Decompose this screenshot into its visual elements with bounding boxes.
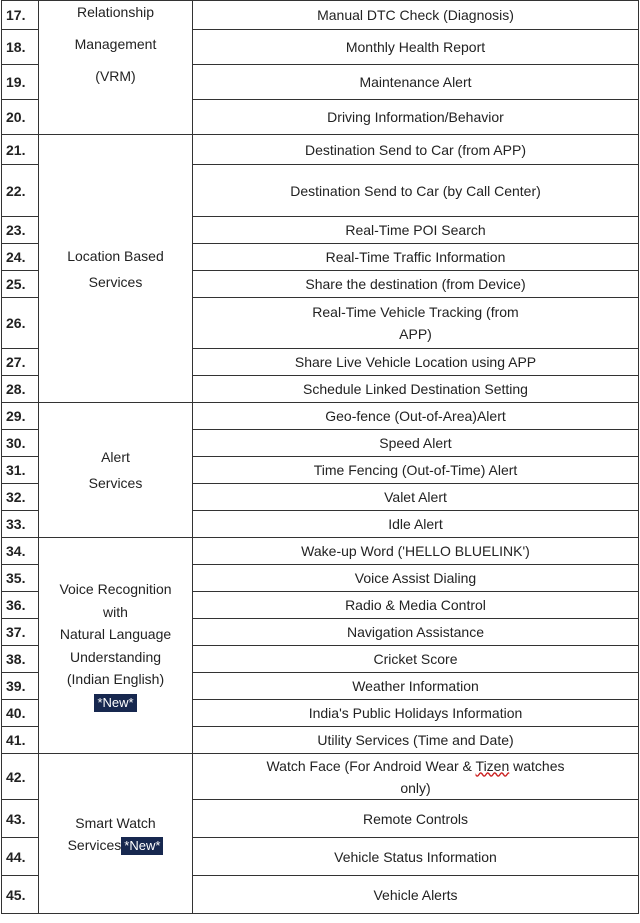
service-name: Speed Alert: [193, 430, 639, 457]
new-badge-wrap: [43, 691, 188, 714]
row-number: 41.: [2, 727, 39, 754]
service-name: Real-Time Vehicle Tracking (from APP): [193, 298, 639, 349]
service-name: [193, 754, 639, 800]
service-name: Vehicle Status Information: [193, 838, 639, 876]
row-number: 28.: [2, 376, 39, 403]
service-name: Vehicle Alerts: [193, 876, 639, 914]
service-name: Voice Assist Dialing: [193, 565, 639, 592]
service-name: Share Live Vehicle Location using APP: [193, 349, 639, 376]
category-label: (Indian English): [66, 671, 165, 687]
service-name: Real-Time Traffic Information: [193, 244, 639, 271]
row-number: 40.: [2, 700, 39, 727]
service-name: Driving Information/Behavior: [193, 100, 639, 135]
new-badge: *New*: [121, 837, 163, 855]
service-name: Valet Alert: [193, 484, 639, 511]
services-table: [1, 0, 639, 914]
row-number: 35.: [2, 565, 39, 592]
category-label: Management: [74, 36, 157, 52]
category-label: Services: [88, 273, 143, 290]
row-number: 43.: [2, 800, 39, 838]
row-number: 20.: [2, 100, 39, 135]
category-location-based: [39, 135, 193, 403]
table-row: [2, 754, 639, 800]
service-name: Destination Send to Car (from APP): [193, 135, 639, 165]
service-name: Time Fencing (Out-of-Time) Alert: [193, 457, 639, 484]
service-name: Geo-fence (Out-of-Area)Alert: [193, 403, 639, 430]
row-number: 19.: [2, 65, 39, 100]
service-text-misspelled: Tizen: [475, 757, 510, 774]
category-label: Alert: [101, 449, 130, 465]
row-number: 36.: [2, 592, 39, 619]
category-label: Location Based: [67, 247, 164, 264]
category-label: with: [103, 603, 128, 620]
row-number: 30.: [2, 430, 39, 457]
service-name: Maintenance Alert: [193, 65, 639, 100]
row-number: 42.: [2, 754, 39, 800]
service-name: Radio & Media Control: [193, 592, 639, 619]
row-number: 34.: [2, 538, 39, 565]
service-name: Wake-up Word ('HELLO BLUELINK'): [193, 538, 639, 565]
row-number: 17.: [2, 1, 39, 30]
category-alert: [39, 403, 193, 538]
row-number: 33.: [2, 511, 39, 538]
row-number: 32.: [2, 484, 39, 511]
table-row: [2, 403, 639, 430]
table-row: [2, 1, 639, 30]
service-text: watches only): [400, 757, 565, 796]
service-name: Navigation Assistance: [193, 619, 639, 646]
row-number: 44.: [2, 838, 39, 876]
table-row: [2, 135, 639, 165]
service-name: India's Public Holidays Information: [193, 700, 639, 727]
category-smart-watch: [39, 754, 193, 914]
category-label: Relationship: [76, 4, 155, 20]
service-text: Watch Face (For Android Wear &: [266, 757, 476, 774]
service-name: Manual DTC Check (Diagnosis): [193, 1, 639, 30]
category-label: Services: [67, 836, 122, 853]
category-voice-recognition: [39, 538, 193, 754]
row-number: 24.: [2, 244, 39, 271]
category-label: Smart Watch: [75, 814, 156, 831]
row-number: 25.: [2, 271, 39, 298]
row-number: 26.: [2, 298, 39, 349]
service-name: Cricket Score: [193, 646, 639, 673]
category-label: Understanding: [69, 648, 162, 665]
table-row: [2, 538, 639, 565]
row-number: 37.: [2, 619, 39, 646]
service-name: Weather Information: [193, 673, 639, 700]
category-label: Services: [88, 475, 143, 491]
row-number: 31.: [2, 457, 39, 484]
new-badge: *New*: [94, 694, 136, 712]
row-number: 22.: [2, 165, 39, 217]
row-number: 21.: [2, 135, 39, 165]
service-name: Remote Controls: [193, 800, 639, 838]
category-label: Natural Language: [59, 626, 172, 642]
row-number: 39.: [2, 673, 39, 700]
row-number: 23.: [2, 217, 39, 244]
service-name: Schedule Linked Destination Setting: [193, 376, 639, 403]
row-number: 27.: [2, 349, 39, 376]
service-name: Destination Send to Car (by Call Center): [193, 165, 639, 217]
service-name: Share the destination (from Device): [193, 271, 639, 298]
row-number: 45.: [2, 876, 39, 914]
category-label-with-badge: [43, 834, 188, 856]
service-name: Utility Services (Time and Date): [193, 727, 639, 754]
category-label: Voice Recognition: [59, 581, 172, 597]
category-vrm: [39, 1, 193, 135]
category-label: (VRM): [95, 68, 136, 84]
service-name: Real-Time POI Search: [193, 217, 639, 244]
row-number: 18.: [2, 30, 39, 65]
service-name: Monthly Health Report: [193, 30, 639, 65]
service-name: Idle Alert: [193, 511, 639, 538]
row-number: 38.: [2, 646, 39, 673]
row-number: 29.: [2, 403, 39, 430]
